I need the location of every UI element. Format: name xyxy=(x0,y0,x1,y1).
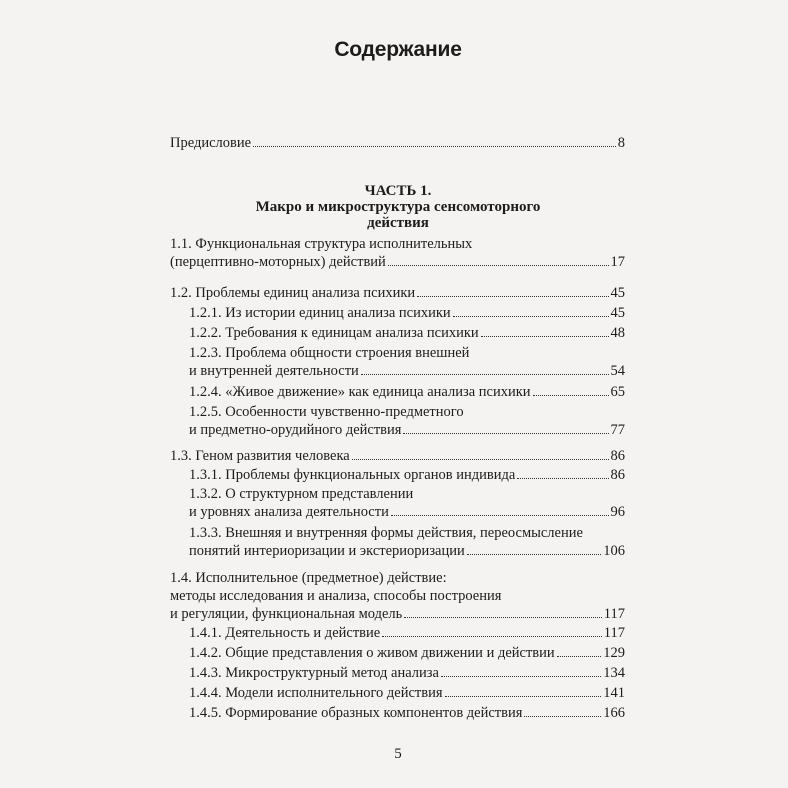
entry-page: 117 xyxy=(603,625,625,641)
entry-label-cont: и уровнях анализа деятельности xyxy=(189,504,389,520)
entry-page: 45 xyxy=(610,285,625,301)
toc-entry xyxy=(189,403,625,439)
leader-dots xyxy=(524,712,601,717)
toc-entry xyxy=(189,524,625,560)
toc-entry xyxy=(189,466,625,484)
entry-label: 1.3.2. О структурном представлении xyxy=(189,486,414,502)
entry-label-cont: и предметно-орудийного действия xyxy=(189,422,402,438)
entry-label-cont: понятий интериоризации и экстериоризации xyxy=(189,543,465,559)
entry-page: 96 xyxy=(610,504,625,520)
toc-entry xyxy=(189,664,625,682)
part-number: ЧАСТЬ 1. xyxy=(364,183,432,199)
entry-label: 1.3.1. Проблемы функциональных органов индивида xyxy=(189,467,516,483)
toc-entry xyxy=(170,447,625,465)
toc-entry xyxy=(189,624,625,642)
toc-entry xyxy=(189,644,625,662)
entry-label-cont: (перцептивно-моторных) действий xyxy=(170,254,386,270)
entry-label: 1.2.1. Из истории единиц анализа психики xyxy=(189,305,451,321)
toc-entry xyxy=(189,684,625,702)
entry-label: 1.2.2. Требования к единицам анализа психики xyxy=(189,325,479,341)
leader-dots xyxy=(441,672,601,677)
leader-dots xyxy=(481,332,609,337)
entry-page: 8 xyxy=(617,135,625,151)
leader-dots xyxy=(453,312,609,317)
entry-label: 1.4.5. Формирование образных компонентов действия xyxy=(189,705,523,721)
entry-page: 45 xyxy=(610,305,625,321)
entry-label: 1.2.3. Проблема общности строения внешней xyxy=(189,345,470,361)
entry-page: 48 xyxy=(610,325,625,341)
entry-label: 1.2.5. Особенности чувственно-предметного xyxy=(189,404,464,420)
entry-label-cont: и регуляции, функциональная модель xyxy=(170,606,403,622)
part-name-line2: действия xyxy=(367,215,429,231)
toc-entry xyxy=(189,485,625,521)
leader-dots xyxy=(403,429,608,434)
entry-label: 1.4.2. Общие представления о живом движении и действии xyxy=(189,645,555,661)
entry-label: 1.4. Исполнительное (предметное) действие: xyxy=(170,570,447,586)
entry-label: 1.1. Функциональная структура исполнительных xyxy=(170,236,473,252)
leader-dots xyxy=(557,652,602,657)
leader-dots xyxy=(352,455,609,460)
toc-entry xyxy=(189,324,625,342)
leader-dots xyxy=(361,370,609,375)
leader-dots xyxy=(391,511,609,516)
toc-entry xyxy=(170,235,625,271)
entry-page: 129 xyxy=(603,645,625,661)
entry-label: 1.3. Геном развития человека xyxy=(170,448,350,464)
entry-label-cont: и внутренней деятельности xyxy=(189,363,359,379)
toc-entry xyxy=(189,704,625,722)
entry-page: 106 xyxy=(603,543,625,559)
entry-label: 1.3.3. Внешняя и внутренняя формы действия, переосмысление xyxy=(189,525,583,541)
leader-dots xyxy=(417,292,608,297)
page-title: Содержание xyxy=(334,38,462,61)
toc-entry xyxy=(170,284,625,302)
entry-page: 86 xyxy=(610,467,625,483)
leader-dots xyxy=(388,261,609,266)
leader-dots xyxy=(253,142,616,147)
part-name-line1: Макро и микроструктура сенсомоторного xyxy=(255,199,541,215)
entry-label: Предисловие xyxy=(170,135,252,151)
entry-page: 77 xyxy=(610,422,625,438)
entry-page: 54 xyxy=(610,363,625,379)
entry-page: 86 xyxy=(610,448,625,464)
leader-dots xyxy=(533,391,609,396)
leader-dots xyxy=(467,550,601,555)
leader-dots xyxy=(382,632,602,637)
entry-label-cont: методы исследования и анализа, способы построения xyxy=(170,588,502,604)
entry-page: 65 xyxy=(610,384,625,400)
toc-entry xyxy=(189,383,625,401)
entry-label: 1.2. Проблемы единиц анализа психики xyxy=(170,285,416,301)
toc-entry xyxy=(189,304,625,322)
entry-page: 141 xyxy=(603,685,625,701)
entry-label: 1.4.4. Модели исполнительного действия xyxy=(189,685,443,701)
entry-page: 166 xyxy=(603,705,625,721)
page-number: 5 xyxy=(394,746,402,762)
entry-page: 134 xyxy=(603,665,625,681)
entry-label: 1.2.4. «Живое движение» как единица анализа психики xyxy=(189,384,531,400)
toc-entry xyxy=(170,569,625,623)
entry-page: 117 xyxy=(603,606,625,622)
leader-dots xyxy=(517,474,608,479)
toc-entry xyxy=(189,344,625,380)
entry-page: 17 xyxy=(610,254,625,270)
leader-dots xyxy=(404,613,602,618)
toc-entry-preface xyxy=(170,134,625,152)
entry-label: 1.4.1. Деятельность и действие xyxy=(189,625,381,641)
entry-label: 1.4.3. Микроструктурный метод анализа xyxy=(189,665,439,681)
leader-dots xyxy=(445,692,602,697)
